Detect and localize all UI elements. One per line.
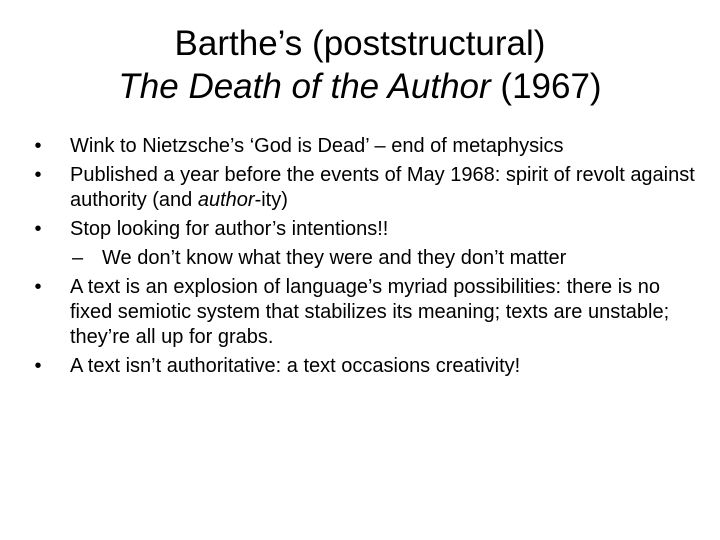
bullet-item	[28, 275, 698, 350]
sub-bullet-item	[28, 246, 698, 271]
bullet-text: A text is an explosion of language’s myriad possibilities: there is no fixed semiotic system that stabilizes its meaning; texts are unstable; they’re all up for grabs.	[70, 276, 670, 348]
bullet-text: Stop looking for author’s intentions!!	[70, 218, 389, 240]
slide-title	[40, 22, 680, 108]
bullet-item	[28, 354, 698, 379]
bullet-text: Wink to Nietzsche’s ‘God is Dead’ – end of metaphysics	[70, 135, 564, 157]
bullet-text-italic: author	[197, 189, 255, 211]
sub-bullet-text: We don’t know what they were and they don’t matter	[102, 247, 567, 269]
title-line-2	[40, 65, 680, 108]
title-italic-work: The Death of the Author	[118, 67, 491, 106]
sub-bullet-marker: –	[72, 247, 84, 269]
bullet-list	[28, 134, 698, 383]
bullet-text	[70, 164, 695, 211]
bullet-text-part: -ity)	[254, 189, 288, 211]
bullet-marker: •	[34, 164, 42, 186]
bullet-marker: •	[34, 135, 42, 157]
bullet-marker: •	[34, 218, 42, 240]
title-year: (1967)	[490, 67, 602, 106]
title-line-1: Barthe’s (poststructural)	[174, 24, 546, 63]
bullet-marker: •	[34, 355, 42, 377]
bullet-item	[28, 134, 698, 159]
bullet-text-part: Published a year before the events of May 1968: spirit of revolt against authority (and	[70, 164, 695, 211]
bullet-text: A text isn’t authoritative: a text occasions creativity!	[70, 355, 521, 377]
bullet-item	[28, 163, 698, 213]
bullet-marker: •	[34, 276, 42, 298]
bullet-item	[28, 217, 698, 242]
